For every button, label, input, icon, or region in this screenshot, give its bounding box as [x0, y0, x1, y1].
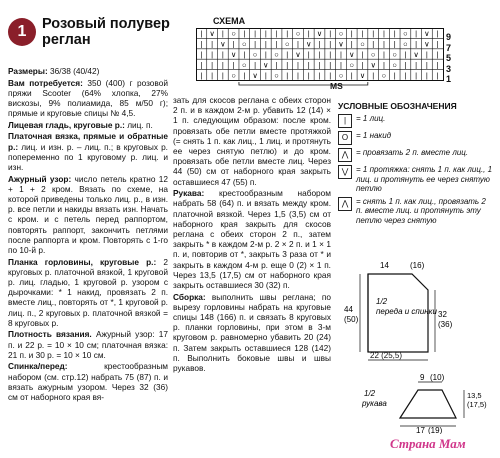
- chart-cell-symbol: ∨: [295, 50, 301, 59]
- sleeve-schematic: [360, 372, 495, 434]
- legend-symbol-icon: ⋀: [338, 197, 352, 211]
- pattern-number-badge: 1: [8, 18, 36, 46]
- chart-cell-symbol: |: [318, 39, 321, 49]
- chart-cell-symbol: |: [436, 39, 439, 49]
- paragraph-text: лиц. и изн. р. – лиц. п.; в круговых р. попеременно по 1 круговому р. лиц. и изн.: [8, 141, 168, 172]
- chart-cell-symbol: |: [318, 70, 321, 80]
- chart-cell-symbol: ∨: [348, 50, 355, 59]
- chart-cell-symbol: |: [286, 70, 289, 80]
- instructions-column-1: [8, 66, 168, 404]
- sleeve-bottom-alt: (19): [428, 426, 443, 434]
- legend-symbol-icon: ⋁: [338, 165, 352, 179]
- chart-cell-symbol: |: [211, 60, 214, 70]
- chart-cell-symbol: |: [307, 29, 310, 39]
- chart-cell-symbol: |: [221, 60, 224, 70]
- chart-cell-symbol: ○: [370, 50, 376, 59]
- body-label-line: переда и спинки: [376, 307, 437, 316]
- chart-cell-symbol: |: [382, 39, 385, 49]
- chart-cell-symbol: |: [275, 60, 278, 70]
- chart-cell-symbol: ∨: [209, 29, 215, 39]
- chart-cell-symbol: ○: [381, 70, 387, 80]
- chart-cell-symbol: |: [340, 50, 342, 59]
- instructions-column-2: [173, 95, 331, 375]
- legend-text: = 1 накид: [356, 131, 392, 140]
- chart-cell-symbol: ∨: [424, 29, 430, 39]
- chart-cell-symbol: |: [211, 50, 214, 59]
- chart-cell-symbol: |: [350, 39, 353, 49]
- chart-cell-symbol: |: [264, 39, 267, 49]
- paragraph: [8, 257, 168, 328]
- paragraph: [8, 78, 168, 119]
- chart-cell-symbol: |: [436, 60, 439, 70]
- chart-cell-symbol: |: [425, 70, 428, 80]
- paragraph-text: крестообразным набором набрать 58 (64) п. и вязать между кром. платочной вязкой. Через 1,5 (3,5) см от наборного края закрыть для скосов реглана с обеих сторон 2 п., затем закрыть * в каждом 2-м р. 2 × 2 п. и 1 × 1 п. и, повторив от *, закрыть 3 раза от * и закрыть в каждом 4-м р. еще 0 (2) × 1 п. Через 13,5 (17,5) см от наборного края закрыть оставшиеся 30 (32) п.: [173, 188, 331, 291]
- chart-cell-symbol: |: [382, 50, 385, 59]
- paragraph-text: крестообразным набором (см. стр.12) набрать 75 (87) п. и вязать ажурным узором. Через 32 (36) см от наборного края вя-: [8, 361, 168, 403]
- chart-cell-symbol: |: [264, 29, 267, 39]
- paragraph: [8, 66, 168, 76]
- paragraph-text: Ажурный узор: 17 п. и 22 р. = 10 × 10 см; платочная вязка: 21 п. и 30 р. = 10 × 10 см.: [8, 329, 168, 360]
- chart-cell-symbol: |: [436, 50, 439, 59]
- chart-cell-symbol: |: [221, 70, 224, 80]
- chart-cell-symbol: |: [254, 29, 257, 39]
- chart-cell-symbol: |: [211, 70, 214, 80]
- chart-cell-symbol: |: [254, 39, 257, 49]
- chart-cell-symbol: ○: [338, 29, 344, 39]
- chart-cell-symbol: |: [318, 60, 321, 70]
- chart-cell-symbol: ∨: [306, 39, 312, 49]
- sleeve-label-line: рукава: [362, 399, 387, 408]
- chart-cell-symbol: |: [329, 50, 332, 59]
- chart-cell-symbol: |: [361, 29, 364, 39]
- paragraph-text: лиц. п.: [124, 119, 153, 130]
- chart-repeat-label: MS: [330, 81, 343, 91]
- legend-text: = 1 протяжка: снять 1 п. как лиц., 1 лиц. и протянуть ее через снятую петлю: [356, 165, 493, 193]
- knitting-chart: [196, 28, 444, 86]
- sleeve-top-width-alt: (10): [430, 373, 445, 382]
- chart-cell-symbol: ∨: [359, 70, 366, 80]
- chart-cell-symbol: |: [200, 39, 203, 49]
- legend-symbol-icon: ⋀: [338, 148, 352, 162]
- paragraph-text: зать для скосов реглана с обеих сторон 2 п. и в каждом 2-м р. убавить 12 (14) × 1 п. следующим образом: после кром. провязать обе петли вместе протяжкой (= снять 1 п. как лиц., 1 лиц. и протянуть ее через снятую петлю) и до кром. провязать обе петли вместе лиц. Через 44 (50) см от наборного края закрыть оставшиеся 47 (55) п.: [173, 95, 331, 187]
- chart-cell-symbol: |: [436, 29, 439, 39]
- paragraph-heading: Сборка:: [173, 291, 206, 302]
- chart-cell-symbol: |: [329, 39, 332, 49]
- paragraph: [8, 329, 168, 360]
- chart-cell-symbol: |: [200, 70, 203, 80]
- paragraph-heading: Плотность вязания.: [8, 329, 92, 340]
- chart-cell-symbol: ○: [285, 39, 290, 49]
- chart-cell-symbol: |: [350, 29, 353, 39]
- chart-cell-symbol: ○: [349, 60, 354, 70]
- paragraph: [8, 361, 168, 402]
- chart-cell-symbol: |: [232, 60, 235, 70]
- legend-item: [338, 148, 493, 162]
- chart-cell-symbol: |: [232, 39, 235, 49]
- site-watermark: Страна Мам: [390, 436, 466, 451]
- paragraph: [8, 120, 168, 130]
- paragraph-text: число петель кратно 12 + 1 + 2 кром. Вязать по схеме, на которой приведены только лиц. р., в изн. р. все петли и накиды вязать изн. Начать с кром. и с петель перед раппортом, повторять раппорт, закончить петлями после раппорта и кром. Повторять с 1-го по 10-й р.: [8, 173, 168, 256]
- chart-cell-symbol: |: [415, 29, 418, 39]
- chart-cell-symbol: ○: [403, 29, 408, 39]
- pattern-title: Розовый полувер реглан: [42, 16, 170, 48]
- body-side-height-alt: (36): [438, 320, 453, 329]
- chart-cell-symbol: |: [297, 70, 299, 80]
- chart-cell-symbol: ∨: [252, 70, 258, 80]
- paragraph-heading: Рукава:: [173, 188, 205, 199]
- chart-row-number: 9: [446, 32, 452, 42]
- chart-cell-symbol: |: [221, 29, 224, 39]
- chart-cell-symbol: |: [264, 70, 267, 80]
- legend-item: [338, 131, 493, 145]
- chart-cell-symbol: |: [436, 70, 439, 80]
- chart-row-number: 3: [446, 63, 452, 74]
- paragraph-text: 2 круговых р. платочной вязкой, 1 круговой р. лиц. гладью, 1 круговой р. узором с дырочками: * 1 накид, провязать 2 п. вместе лиц., повторять от *, 1 круговой р. лиц. п., 2 круговых р. платочной вязкой = 8 круговых р.: [8, 256, 168, 328]
- legend-text: = 1 лиц.: [356, 114, 386, 123]
- chart-cell-symbol: |: [329, 29, 332, 39]
- legend-item: [338, 165, 493, 194]
- chart-cell-symbol: |: [286, 60, 289, 70]
- legend-item: [338, 114, 493, 128]
- chart-cell-symbol: |: [393, 70, 396, 80]
- body-height: 44: [344, 305, 353, 314]
- chart-cell-symbol: |: [286, 29, 289, 39]
- chart-cell-symbol: |: [393, 29, 396, 39]
- paragraph: [173, 95, 331, 187]
- chart-cell-symbol: |: [361, 50, 364, 59]
- chart-cell-symbol: |: [221, 50, 224, 59]
- chart-cell-symbol: |: [307, 50, 310, 59]
- chart-cell-symbol: |: [254, 60, 257, 70]
- chart-cell-symbol: |: [307, 70, 310, 80]
- paragraph-text: выполнить швы реглана; по вырезу горловины набрать на круговые спицы 148 (166) п. и связать 8 круговых р. планки горловины, при этом в 3-м круговом р. равномерно убавить 20 (24) п. Затем закрыть оставшиеся 128 (142) п. Выполнить боковые швы и швы рукавов.: [173, 291, 331, 374]
- chart-cell-symbol: |: [404, 50, 407, 59]
- chart-cell-symbol: |: [286, 50, 289, 59]
- chart-cell-symbol: ∨: [338, 39, 344, 49]
- chart-cell-symbol: ∨: [413, 50, 419, 59]
- chart-cell-symbol: |: [425, 50, 428, 59]
- chart-cell-symbol: |: [318, 50, 321, 59]
- sleeve-fraction: 1/2: [364, 389, 376, 398]
- body-top-width: 14: [380, 262, 389, 270]
- chart-cell-symbol: ○: [274, 70, 279, 80]
- sleeve-height-alt: (17,5): [467, 400, 487, 409]
- chart-cell-symbol: |: [382, 29, 385, 39]
- paragraph-text: 36/38 (40/42): [47, 66, 100, 76]
- chart-cell-symbol: |: [340, 60, 342, 70]
- paragraph: [173, 188, 331, 290]
- chart-cell-symbol: |: [404, 60, 407, 70]
- chart-cell-symbol: |: [329, 60, 332, 70]
- paragraph: [173, 292, 331, 374]
- chart-cell-symbol: |: [415, 70, 418, 80]
- chart-row-numbers: [446, 32, 476, 85]
- chart-cell-symbol: |: [372, 29, 375, 39]
- paragraph-heading: Ажурный узор:: [8, 173, 72, 184]
- paragraph-heading: Спинка/перед:: [8, 361, 68, 372]
- chart-cell-symbol: |: [211, 39, 214, 49]
- chart-cell-symbol: |: [264, 50, 267, 59]
- paragraph-heading: Размеры:: [8, 66, 48, 76]
- paragraph: [8, 174, 168, 256]
- chart-cell-symbol: ○: [252, 50, 258, 59]
- chart-cell-symbol: |: [404, 70, 407, 80]
- legend-symbol-icon: O: [338, 131, 352, 145]
- chart-cell-symbol: ○: [392, 60, 397, 70]
- paragraph-heading: Лицевая гладь, круговые р.:: [8, 119, 125, 130]
- chart-row-number: 5: [446, 53, 452, 63]
- chart-cell-symbol: |: [415, 60, 418, 70]
- chart-cell-symbol: |: [393, 39, 396, 49]
- chart-cell-symbol: |: [243, 50, 246, 59]
- chart-cell-symbol: |: [200, 29, 203, 39]
- chart-cell-symbol: ○: [360, 39, 365, 49]
- body-side-height: 32: [438, 310, 447, 319]
- chart-cell-symbol: |: [350, 70, 353, 80]
- legend-item: [338, 197, 493, 226]
- chart-row-number: 7: [446, 42, 452, 53]
- chart-cell-symbol: |: [243, 29, 246, 39]
- sleeve-bottom: 17: [416, 426, 425, 434]
- chart-cell-symbol: |: [361, 60, 364, 70]
- chart-cell-symbol: |: [275, 29, 278, 39]
- body-height-alt: (50): [344, 315, 359, 324]
- chart-cell-symbol: |: [382, 60, 385, 70]
- chart-cell-symbol: ○: [242, 39, 247, 49]
- chart-title: СХЕМА: [213, 16, 246, 26]
- paragraph-heading: Планка горловины, круговые р.:: [8, 256, 157, 267]
- chart-cell-symbol: |: [200, 60, 203, 70]
- chart-row-number: 1: [446, 74, 452, 84]
- body-fraction: 1/2: [376, 297, 388, 306]
- chart-cell-symbol: ∨: [220, 39, 226, 49]
- chart-cell-symbol: ∨: [316, 29, 323, 39]
- chart-cell-symbol: ○: [338, 70, 344, 80]
- legend-title: УСЛОВНЫЕ ОБОЗНАЧЕНИЯ: [338, 101, 457, 111]
- paragraph-heading: Вам потребуется:: [8, 77, 83, 88]
- legend-text: = провязать 2 п. вместе лиц.: [356, 148, 469, 157]
- chart-cell-symbol: |: [200, 50, 203, 59]
- body-schematic: [340, 262, 500, 362]
- chart-cell-symbol: |: [275, 39, 278, 49]
- chart-cell-symbol: |: [372, 39, 375, 49]
- chart-cell-symbol: |: [297, 60, 299, 70]
- paragraph-heading: Платочная вязка, прямые и обратные р.:: [8, 131, 168, 152]
- chart-cell-symbol: ∨: [424, 39, 430, 49]
- chart-cell-symbol: ○: [231, 29, 236, 39]
- chart-cell-symbol: ○: [403, 39, 408, 49]
- chart-cell-symbol: ○: [392, 50, 397, 59]
- sleeve-top-width: 9: [420, 373, 425, 382]
- chart-cell-symbol: |: [329, 70, 332, 80]
- chart-cell-symbol: ○: [242, 60, 247, 70]
- paragraph-text: 350 (400) г розовой пряжи Scooter (64% хлопка, 27% вискозы, 9% полиамида, 85 м/50 г); прямые и круговые спицы № 4,5.: [8, 77, 168, 119]
- chart-cell-symbol: ∨: [263, 60, 269, 70]
- chart-cell-symbol: ○: [231, 70, 236, 80]
- legend-symbol-icon: |: [338, 114, 352, 128]
- chart-cell-symbol: ∨: [370, 60, 376, 70]
- chart-cell-symbol: |: [297, 39, 299, 49]
- chart-cell-symbol: ∨: [230, 50, 237, 59]
- chart-cell-symbol: |: [243, 70, 246, 80]
- sleeve-height: 13,5: [467, 391, 482, 400]
- chart-cell-symbol: ○: [295, 29, 301, 39]
- body-top-width-alt: (16): [410, 262, 425, 270]
- chart-cell-symbol: |: [425, 60, 428, 70]
- chart-cell-symbol: |: [415, 39, 418, 49]
- chart-cell-symbol: ○: [274, 50, 279, 59]
- paragraph: [8, 131, 168, 172]
- body-bottom-width: 22 (25,5): [370, 351, 403, 360]
- legend: [338, 114, 493, 228]
- chart-cell-symbol: |: [372, 70, 375, 80]
- chart-cell-symbol: |: [307, 60, 310, 70]
- legend-text: = снять 1 п. как лиц., провязать 2 п. вместе лиц. и протянуть эту петлю через снятую: [356, 196, 486, 225]
